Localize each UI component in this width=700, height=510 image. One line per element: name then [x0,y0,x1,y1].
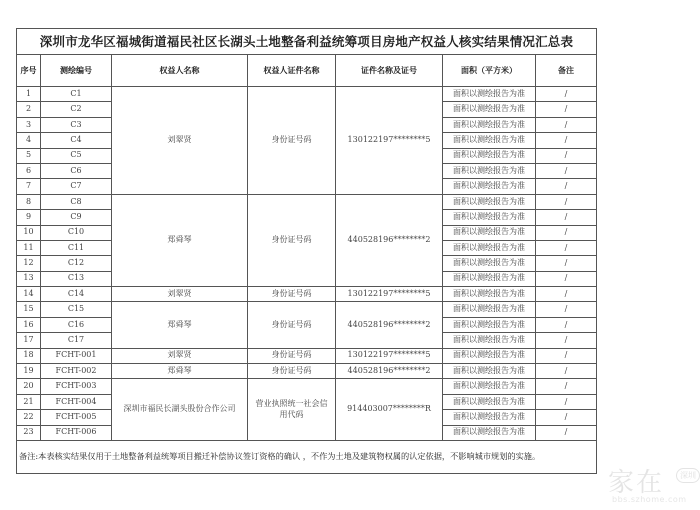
id-number-cell: 130122197********5 [336,348,443,363]
serial-cell: 17 [17,333,41,348]
header-survey-code: 测绘编号 [41,55,112,87]
serial-cell: 5 [17,148,41,163]
area-cell: 面积以测绘报告为准 [443,394,536,409]
serial-cell: 10 [17,225,41,240]
serial-cell: 15 [17,302,41,317]
table-row [17,364,597,379]
remark-cell: / [536,256,597,271]
remark-cell: / [536,148,597,163]
remark-cell: / [536,333,597,348]
id-number-cell: 130122197********5 [336,287,443,302]
area-cell: 面积以测绘报告为准 [443,102,536,117]
survey-code-cell: C7 [41,179,112,194]
remark-cell: / [536,348,597,363]
header-row [17,55,597,87]
table-row [17,348,597,363]
table-row [17,302,597,317]
serial-cell: 21 [17,394,41,409]
remark-cell: / [536,425,597,440]
area-cell: 面积以测绘报告为准 [443,287,536,302]
owner-name-cell: 郑舜琴 [112,302,248,348]
id-type-cell: 身份证号码 [248,302,336,348]
header-remark: 备注 [536,55,597,87]
survey-code-cell: C16 [41,317,112,332]
remark-cell: / [536,287,597,302]
survey-code-cell: C15 [41,302,112,317]
serial-cell: 6 [17,163,41,178]
survey-code-cell: FCHT-005 [41,410,112,425]
id-type-cell: 身份证号码 [248,364,336,379]
table-row [17,194,597,209]
survey-code-cell: C12 [41,256,112,271]
area-cell: 面积以测绘报告为准 [443,256,536,271]
serial-cell: 1 [17,87,41,102]
area-cell: 面积以测绘报告为准 [443,379,536,394]
summary-table [16,28,597,474]
serial-cell: 11 [17,240,41,255]
watermark-url: bbs.szhome.com [612,495,687,504]
area-cell: 面积以测绘报告为准 [443,410,536,425]
table-note: 备注:本表核实结果仅用于土地整备利益统筹项目搬迁补偿协议签订资格的确认 ，不作为土地及建筑物权属的认定依据，不影响城市规划的实施。 [17,440,597,473]
survey-code-cell: C1 [41,87,112,102]
remark-cell: / [536,410,597,425]
serial-cell: 22 [17,410,41,425]
remark-cell: / [536,133,597,148]
serial-cell: 19 [17,364,41,379]
survey-code-cell: C2 [41,102,112,117]
survey-code-cell: FCHT-006 [41,425,112,440]
owner-name-cell: 郑舜琴 [112,364,248,379]
header-area: 面积（平方米） [443,55,536,87]
remark-cell: / [536,87,597,102]
remark-cell: / [536,271,597,286]
serial-cell: 23 [17,425,41,440]
serial-cell: 7 [17,179,41,194]
id-number-cell: 130122197********5 [336,87,443,195]
area-cell: 面积以测绘报告为准 [443,148,536,163]
id-number-cell: 440528196********2 [336,194,443,286]
survey-code-cell: C10 [41,225,112,240]
survey-code-cell: C4 [41,133,112,148]
table-row [17,287,597,302]
remark-cell: / [536,163,597,178]
remark-cell: / [536,394,597,409]
survey-code-cell: C17 [41,333,112,348]
area-cell: 面积以测绘报告为准 [443,133,536,148]
area-cell: 面积以测绘报告为准 [443,225,536,240]
survey-code-cell: FCHT-004 [41,394,112,409]
watermark-logo-text: 家在 [608,468,665,498]
area-cell: 面积以测绘报告为准 [443,240,536,255]
serial-cell: 18 [17,348,41,363]
remark-cell: / [536,225,597,240]
remark-cell: / [536,117,597,132]
area-cell: 面积以测绘报告为准 [443,425,536,440]
id-type-cell: 营业执照统一社会信用代码 [248,379,336,441]
remark-cell: / [536,194,597,209]
remark-cell: / [536,210,597,225]
area-cell: 面积以测绘报告为准 [443,163,536,178]
id-type-cell: 身份证号码 [248,287,336,302]
survey-code-cell: C5 [41,148,112,163]
area-cell: 面积以测绘报告为准 [443,333,536,348]
area-cell: 面积以测绘报告为准 [443,271,536,286]
owner-name-cell: 刘翠贤 [112,87,248,195]
remark-cell: / [536,317,597,332]
survey-code-cell: C9 [41,210,112,225]
remark-cell: / [536,179,597,194]
table-row [17,379,597,394]
area-cell: 面积以测绘报告为准 [443,87,536,102]
remark-cell: / [536,102,597,117]
remark-cell: / [536,302,597,317]
area-cell: 面积以测绘报告为准 [443,317,536,332]
watermark-badge: 深圳 [676,468,700,483]
serial-cell: 3 [17,117,41,132]
remark-cell: / [536,364,597,379]
area-cell: 面积以测绘报告为准 [443,302,536,317]
summary-sheet [16,28,596,474]
serial-cell: 4 [17,133,41,148]
survey-code-cell: C14 [41,287,112,302]
header-owner-name: 权益人名称 [112,55,248,87]
area-cell: 面积以测绘报告为准 [443,117,536,132]
id-type-cell: 身份证号码 [248,194,336,286]
survey-code-cell: C3 [41,117,112,132]
serial-cell: 20 [17,379,41,394]
area-cell: 面积以测绘报告为准 [443,348,536,363]
area-cell: 面积以测绘报告为准 [443,210,536,225]
survey-code-cell: C13 [41,271,112,286]
id-type-cell: 身份证号码 [248,87,336,195]
area-cell: 面积以测绘报告为准 [443,364,536,379]
survey-code-cell: C6 [41,163,112,178]
header-serial: 序号 [17,55,41,87]
serial-cell: 14 [17,287,41,302]
table-body [17,87,597,441]
survey-code-cell: FCHT-002 [41,364,112,379]
header-id-number: 证件名称及证号 [336,55,443,87]
area-cell: 面积以测绘报告为准 [443,179,536,194]
serial-cell: 2 [17,102,41,117]
id-number-cell: 440528196********2 [336,364,443,379]
serial-cell: 9 [17,210,41,225]
id-number-cell: 440528196********2 [336,302,443,348]
watermark [600,462,700,508]
survey-code-cell: FCHT-003 [41,379,112,394]
remark-cell: / [536,240,597,255]
owner-name-cell: 郑舜琴 [112,194,248,286]
owner-name-cell: 刘翠贤 [112,287,248,302]
table-title: 深圳市龙华区福城街道福民社区长湖头土地整备利益统筹项目房地产权益人核实结果情况汇总表 [17,29,597,55]
remark-cell: / [536,379,597,394]
owner-name-cell: 深圳市福民长湖头股份合作公司 [112,379,248,441]
serial-cell: 8 [17,194,41,209]
survey-code-cell: FCHT-001 [41,348,112,363]
serial-cell: 13 [17,271,41,286]
serial-cell: 16 [17,317,41,332]
owner-name-cell: 刘翠贤 [112,348,248,363]
serial-cell: 12 [17,256,41,271]
header-id-type: 权益人证件名称 [248,55,336,87]
id-type-cell: 身份证号码 [248,348,336,363]
survey-code-cell: C11 [41,240,112,255]
area-cell: 面积以测绘报告为准 [443,194,536,209]
table-row [17,87,597,102]
survey-code-cell: C8 [41,194,112,209]
id-number-cell: 914403007********R [336,379,443,441]
